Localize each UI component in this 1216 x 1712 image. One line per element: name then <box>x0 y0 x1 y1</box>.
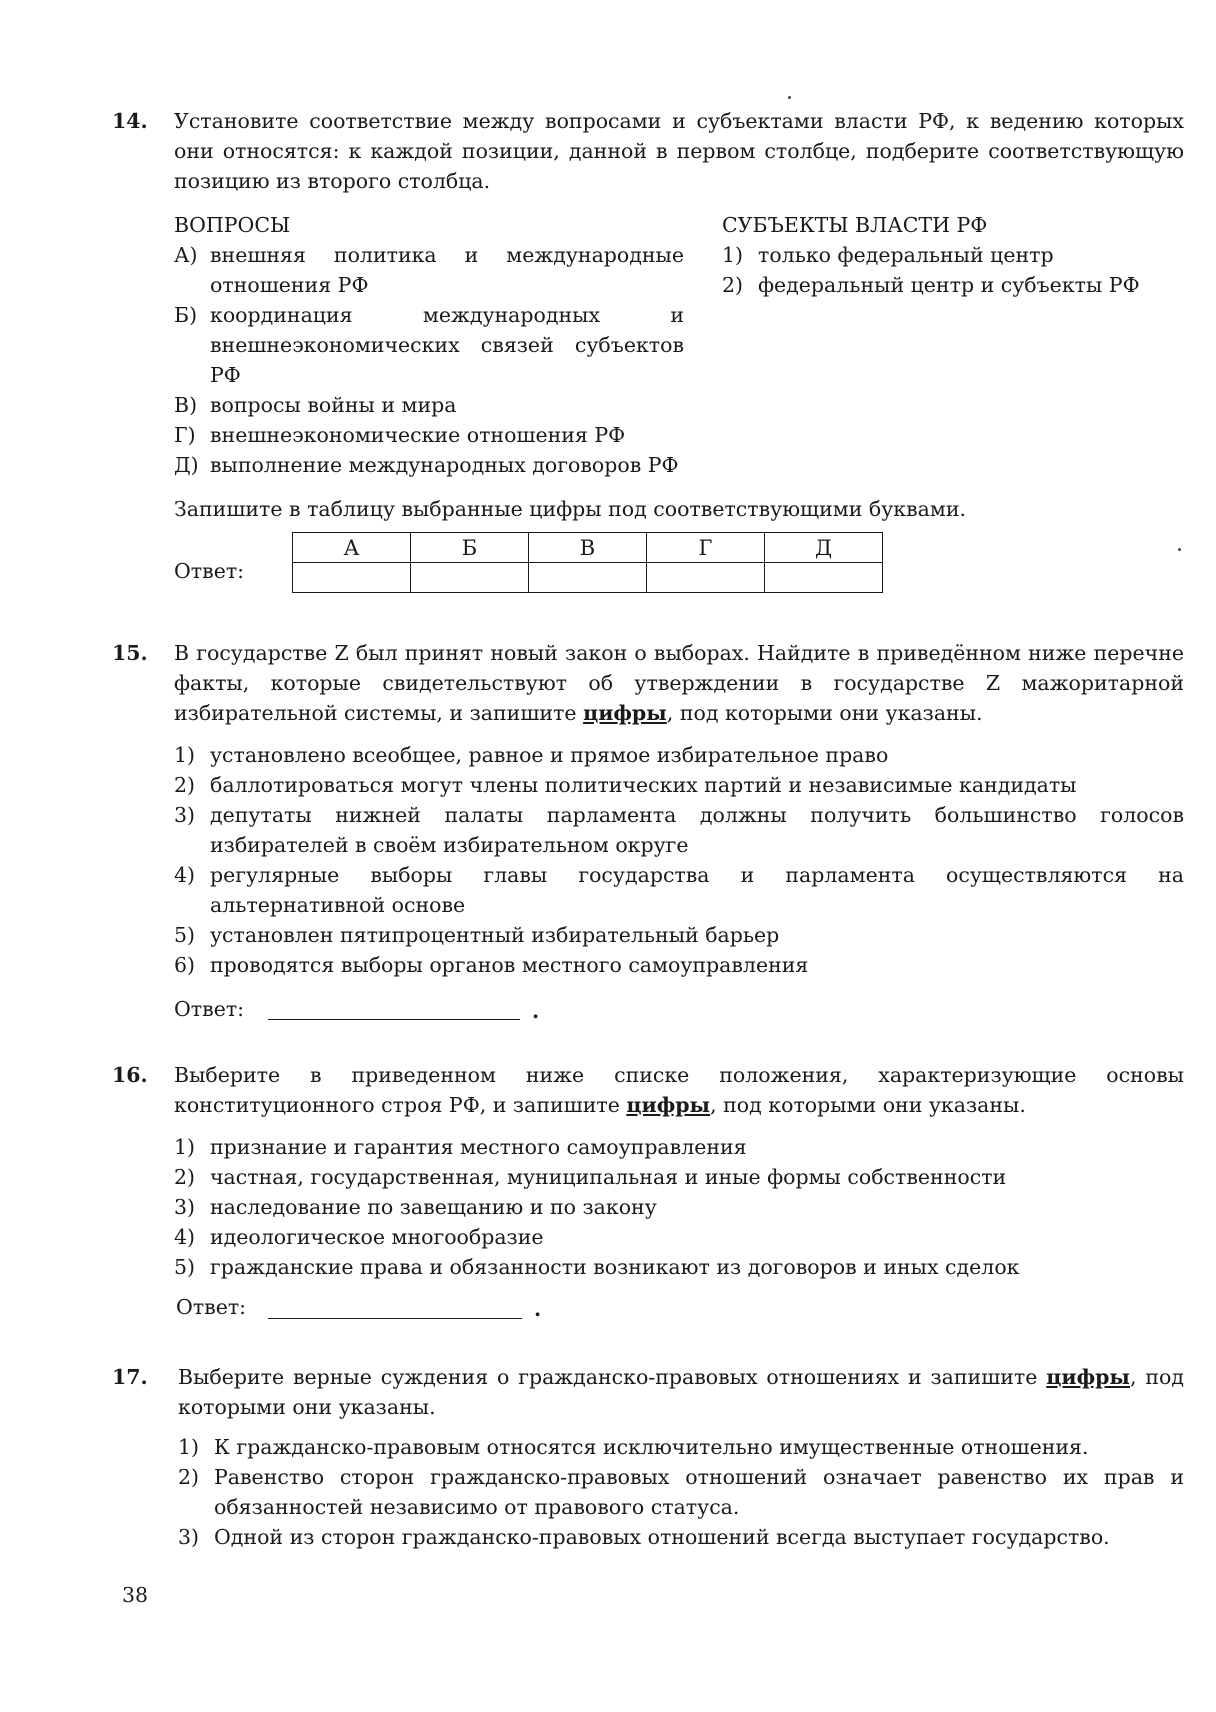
question-text: Выберите в приведенном ниже списке положения, характеризующие основы конституционного строя РФ, и запишите цифры, под которыми они указаны. <box>174 1063 1184 1117</box>
scan-speck <box>788 96 791 99</box>
table-header-a: А <box>293 533 411 563</box>
questions-list <box>174 240 684 480</box>
list-item: 2) баллотироваться могут члены политических партий и независимые кандидаты <box>174 773 1077 797</box>
answer-period: . <box>534 1297 542 1321</box>
answer-cell-b[interactable] <box>411 563 529 593</box>
list-item: 4) регулярные выборы главы государства и парламента осуществляются на альтернативной основе <box>174 863 1184 917</box>
list-item: Г) внешнеэкономические отношения РФ <box>174 423 626 447</box>
table-header-row <box>293 533 883 563</box>
list-item: 5) установлен пятипроцентный избирательный барьер <box>174 923 780 947</box>
list-item: 1) К гражданско-правовым относятся исключительно имущественные отношения. <box>178 1435 1089 1459</box>
list-item: Б) координация международных и внешнеэкономических связей субъектов РФ <box>174 303 684 387</box>
answer-label: Ответ: <box>176 1295 247 1319</box>
list-item: 4) идеологическое многообразие <box>174 1225 544 1249</box>
table-answer-row <box>293 563 883 593</box>
answer-line[interactable] <box>268 1019 520 1020</box>
question-number: 15. <box>112 641 148 665</box>
table-header-d: Д <box>765 533 883 563</box>
list-item: Д) выполнение международных договоров РФ <box>174 453 679 477</box>
answer-cell-v[interactable] <box>529 563 647 593</box>
list-item: 5) гражданские права и обязанности возникают из договоров и иных сделок <box>174 1255 1020 1279</box>
answer-cell-g[interactable] <box>647 563 765 593</box>
answer-cell-d[interactable] <box>765 563 883 593</box>
list-item: 1) только федеральный центр <box>722 243 1054 267</box>
answer-period: . <box>532 999 540 1023</box>
list-item: А) внешняя политика и международные отношения РФ <box>174 243 684 297</box>
table-instruction: Запишите в таблицу выбранные цифры под соответствующими буквами. <box>174 497 967 521</box>
question-number: 14. <box>112 109 148 133</box>
scan-speck <box>1178 548 1181 551</box>
subjects-column-header: СУБЪЕКТЫ ВЛАСТИ РФ <box>722 213 988 237</box>
list-item: 3) Одной из сторон гражданско-правовых отношений всегда выступает государство. <box>178 1525 1110 1549</box>
list-item: 2) частная, государственная, муниципальная и иные формы собственности <box>174 1165 1007 1189</box>
answer-cell-a[interactable] <box>293 563 411 593</box>
answer-line[interactable] <box>268 1318 522 1319</box>
options-list <box>174 1132 1184 1282</box>
answer-table <box>292 532 883 593</box>
list-item: 1) признание и гарантия местного самоуправления <box>174 1135 747 1159</box>
list-item: В) вопросы войны и мира <box>174 393 457 417</box>
question-text: Выберите верные суждения о гражданско-правовых отношениях и запишите цифры, под которыми они указаны. <box>178 1365 1184 1419</box>
list-item: 2) федеральный центр и субъекты РФ <box>722 273 1140 297</box>
question-number: 17. <box>112 1365 148 1389</box>
list-item: 2) Равенство сторон гражданско-правовых отношений означает равенство их прав и обязанностей независимо от правового статуса. <box>178 1465 1184 1519</box>
question-text: В государстве Z был принят новый закон о выборах. Найдите в приведённом ниже перечне факты, которые свидетельствуют об утверждении в государстве Z мажоритарной избирательной системы, и запишите цифры, под которыми они указаны. <box>174 641 1184 725</box>
table-header-v: В <box>529 533 647 563</box>
options-list <box>178 1432 1184 1552</box>
answer-label: Ответ: <box>174 997 245 1021</box>
table-header-g: Г <box>647 533 765 563</box>
table-header-b: Б <box>411 533 529 563</box>
page-number: 38 <box>122 1583 149 1607</box>
list-item: 3) наследование по завещанию и по закону <box>174 1195 657 1219</box>
list-item: 1) установлено всеобщее, равное и прямое избирательное право <box>174 743 889 767</box>
subjects-list <box>722 240 1182 300</box>
question-number: 16. <box>112 1063 148 1087</box>
list-item: 3) депутаты нижней палаты парламента должны получить большинство голосов избирателей в своём избирательном округе <box>174 803 1184 857</box>
answer-label: Ответ: <box>174 559 245 583</box>
questions-column-header: ВОПРОСЫ <box>174 213 291 237</box>
list-item: 6) проводятся выборы органов местного самоуправления <box>174 953 809 977</box>
options-list <box>174 740 1184 980</box>
question-text: Установите соответствие между вопросами и субъектами власти РФ, к ведению которых они относятся: к каждой позиции, данной в первом столбце, подберите соответствующую позицию из второго столбца. <box>174 109 1184 193</box>
